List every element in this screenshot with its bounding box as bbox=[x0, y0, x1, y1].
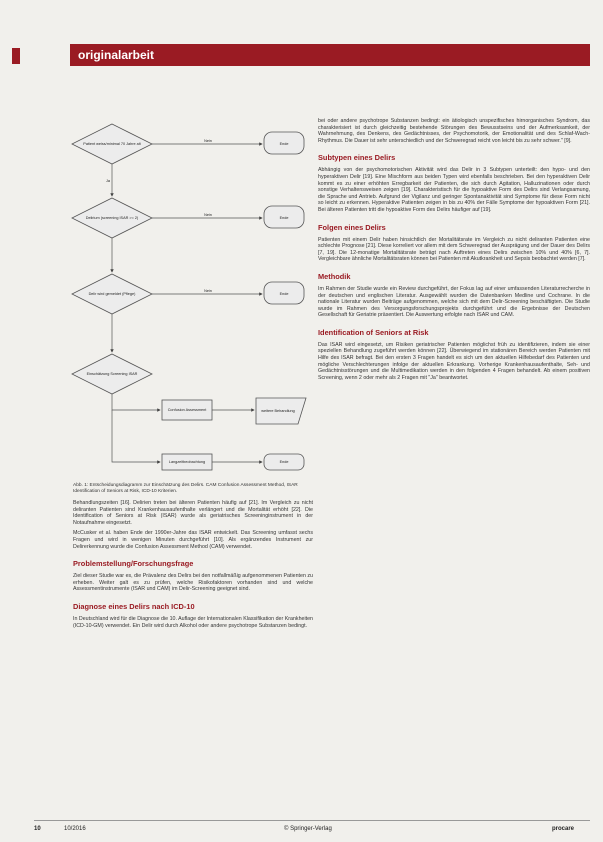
confusion-text: Confusion Assessment bbox=[167, 408, 207, 412]
issue-number: 10/2016 bbox=[64, 826, 86, 832]
heading-folgen: Folgen eines Delirs bbox=[318, 222, 386, 232]
section-label: originalarbeit bbox=[78, 48, 155, 62]
right-paragraph-3: Patienten mit einem Delir haben hinsichtlich der Mortalitätsrate im Vergleich zu nicht deliranten Patienten eine schlechte Prognose [21]. Diese korreliert vor allem mit dem Schweregrad der Ausprägung und der Dauer des Delirs [7, 19]. Die 12-monatige Mortalitätsrate beträgt nach Auftreten eines Delirs zwischen 10% und 40% [6, 7]. Vergleichbare ähnliche Mortalitätsraten können bei Patienten mit Akutkrankheit und Sepsis beobachtet werden [7]. bbox=[318, 236, 590, 263]
footer-rule bbox=[34, 820, 590, 821]
decision-text-4: Einschätzung Screening ISAR bbox=[86, 372, 138, 376]
edge-label-nein-2: Nein bbox=[204, 213, 212, 217]
decision-text-2: Delirium (screening ISAR >= 2) bbox=[85, 216, 139, 220]
right-paragraph-1: bei oder andere psychotrope Substanzen bedingt: ein ätiologisch unspezifisches hirnorganisches Syndrom, das charakterisiert ist durch gleichzeitig bestehende Störungen des Bewusstseins und der Aufmerksamkeit, der Wahrnehmung, des Denkens, des Gedächtnisses, der Psychomotorik, der Emotionalität und des Schlaf-Wach-Rhythmus. Die Dauer ist sehr unterschiedlich und der Schweregrad reicht von leicht bis zu sehr schwer." [9]. bbox=[318, 118, 590, 144]
heading-problemstellung: Problemstellung/Forschungsfrage bbox=[73, 559, 194, 569]
sidebar-marker bbox=[12, 48, 20, 64]
left-paragraph-2: McCusker et al. haben Ende der 1990er-Jahre das ISAR entwickelt. Das Screening umfasst sechs Fragen und wird in wenigen Minuten durchgeführt [10]. Als ergänzendes Instrument zur Delirerkennung wurde die Confusion Assessment Method (CAM) verwendet. bbox=[73, 530, 313, 550]
decision-text-3: Delir wird gemeldet (Pflege) bbox=[88, 292, 136, 296]
journal-name: procare bbox=[552, 826, 575, 832]
end-text-3: Ende bbox=[279, 292, 289, 296]
page-number: 10 bbox=[34, 826, 41, 832]
end-text-2: Ende bbox=[279, 216, 289, 220]
edge-label-nein-3: Nein bbox=[204, 289, 212, 293]
right-paragraph-2: Abhängig von der psychomotorischen Aktivität wird das Delir in 3 Subtypen unterteilt: den hypo- und den hyperaktiven Delir [19]. Eine Mischform aus beiden Typen wird ebenfalls beschrieben. Bei den hyperaktiven Delir kommt es zu einer erhöhten Erregbarkeit der Patienten, die sich durch Agitation, Halluzinationen oder durch sonstige Verhaltensweisen zeigen [19]. Charakteristisch für die hypoaktive Form des Delirs sind Verlangsamung, die Sprache und Antrieb. Aufgrund der Vigilanz und geringer Spontanaktivität sind Symptome für diese Form nicht so leicht zu erkennen. Hyperaktive Patienten zeigen in bis zu 40% der Fälle Symptome der hypoaktiven Form [21]. Bei älteren Patienten tritt die hypoaktive Form des Delirs häufiger auf [19]. bbox=[318, 167, 590, 213]
left-paragraph-3: Ziel dieser Studie war es, die Prävalenz des Delirs bei den notfallmäßig aufgenommenen Patienten zu erheben. Weiter galt es zu prüfen, welche Risikofaktoren vorhanden sind und welche Assessmentinstrumente (ISAR und CAM) im Delir-Screening geeignet sind. bbox=[73, 573, 313, 593]
publisher: © Springer-Verlag bbox=[284, 826, 332, 832]
end-text-1: Ende bbox=[279, 142, 289, 146]
further-text: weitere Behandlung bbox=[261, 409, 295, 413]
edge-label-ja: Ja bbox=[105, 179, 111, 183]
edge-label-nein-1: Nein bbox=[204, 139, 212, 143]
right-paragraph-4: Im Rahmen der Studie wurde ein Review durchgeführt, der Fokus lag auf einer umfassenden Literaturrecherche in der deutschen und englischen Literatur. Ausgewählt wurden die Datenbanken Medline und Cochrane. In die nationale Literatur wurden Beiträge aufgenommen, welche sich mit dem Delir-Screening beschäftigten. Die Studie wurde im Rahmen des Versorgungsforschungsprojekts durchgeführt und die Ergebnisse der Deutschen Gesellschaft für Geriatrie präsentiert. Die Auswertung erfolgte nach ISAR und CAM. bbox=[318, 285, 590, 319]
heading-diagnose: Diagnose eines Delirs nach ICD-10 bbox=[73, 601, 195, 611]
figure-caption: Abb. 1: Entscheidungsdiagramm zur Einschätzung des Delirs. CAM Confusion Assessment Method, ISAR Identification of Seniors at Risk, ICD-10 Kriterien. bbox=[73, 483, 298, 494]
left-column bbox=[73, 500, 313, 633]
heading-isar: Identification of Seniors at Risk bbox=[318, 327, 429, 337]
left-paragraph-1: Behandlungszeiten [16]. Delirien treten bei älteren Patienten häufig auf [21]. Im Vergleich zu nicht deliranten Patienten sind Krankenhausaufenthalte verlängert und die Mortalität erhöht [22]. Die Identification of Seniors at Risk (ISAR) wurde als geriatrisches Screeninginstrument in der Notaufnahme eingesetzt. bbox=[73, 500, 313, 526]
end-final-text: Ende bbox=[279, 460, 289, 464]
heading-methodik: Methodik bbox=[318, 271, 351, 281]
heading-subtypen: Subtypen eines Delirs bbox=[318, 153, 396, 163]
right-column bbox=[318, 118, 590, 385]
flowchart bbox=[68, 118, 316, 480]
longterm-text: Langzeitbeobachtung bbox=[168, 460, 206, 464]
decision-text-1: Patient weiss/minimal 70 Jahre alt bbox=[83, 142, 141, 146]
right-paragraph-5: Das ISAR wird eingesetzt, um Risiken geriatrischer Patienten möglichst früh zu identifizieren, indem sie einer speziellen Behandlung zugeführt werden können [22]. Überwiegend im stationären Bereich werden Patienten mit Hilfe des ISAR befragt. Bei den ersten 3 Fragen handelt es sich um den aktuellen Hilfebedarf des Patienten und mögliche Verschlechterungen infolge der aktuellen Erkrankung. Vorherige Krankenhausaufenthalte, Seh- und Gedächtnisstörungen und die Multimedikation werden in den folgenden 4 Fragen behandelt. Ab einem positiven Screening, wenn 2 oder mehr als 2 Fragen mit "Ja" beantwortet. bbox=[318, 341, 590, 381]
left-paragraph-4: In Deutschland wird für die Diagnose die 10. Auflage der Internationalen Klassifikation der Krankheiten (ICD-10-GM) verwendet. Ein Delir wird durch Alkohol oder andere psychotrope Substanzen bedingt. bbox=[73, 615, 313, 629]
